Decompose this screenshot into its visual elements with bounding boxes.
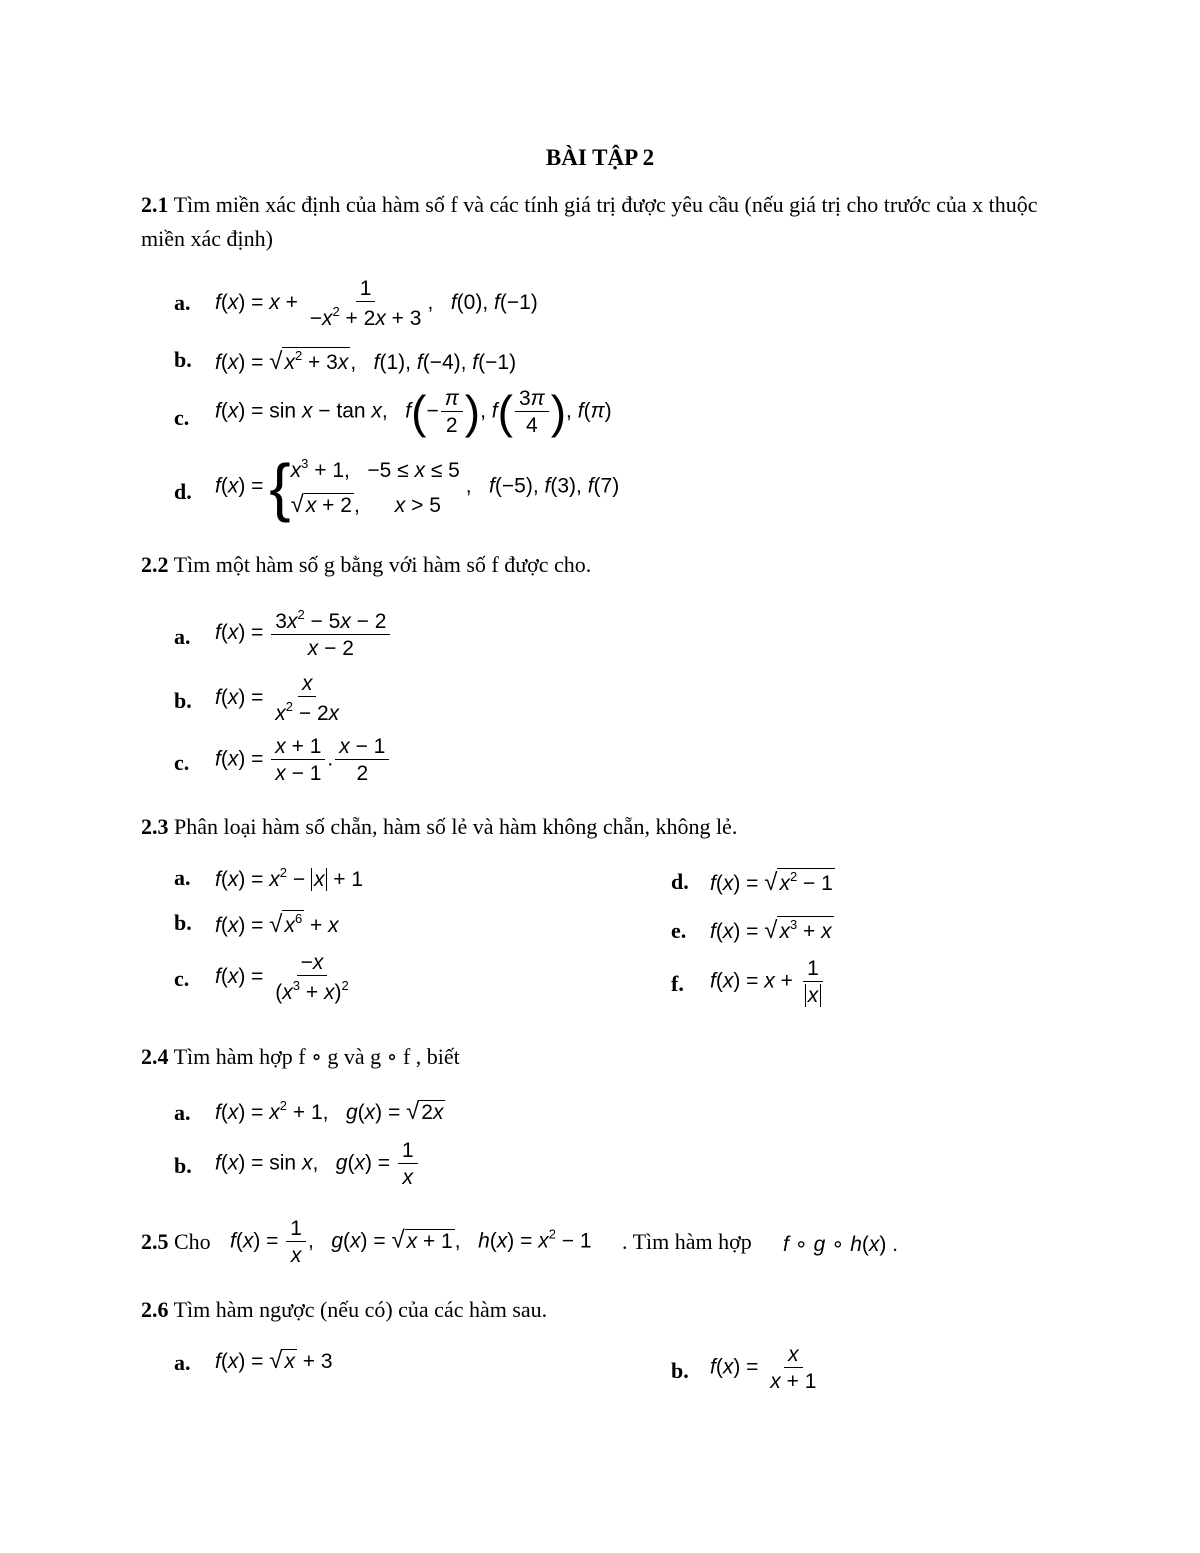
formula-2-6-a: f(x) = √x + 3 [215,1347,333,1374]
formula-2-3-e: $f(x) = √x^3 + x$ [710,917,832,944]
item-label-c: c. [174,750,190,775]
item-label-f: f. [671,971,684,996]
exercise-text: Phân loại hàm số chẵn, hàm số lẻ và hàm không chẵn, không lẻ. [174,814,738,839]
exercise-number: 2.2 [141,552,169,577]
exercise-text: Tìm hàm ngược (nếu có) của các hàm sau. [173,1297,548,1322]
exercise-number: 2.1 [141,192,169,217]
formula-2-2-c: f(x) = $\frac{x + 1}{x - 1}$ . $\frac{x - 1}{2}$ [215,736,391,784]
formula-2-4-b: f(x) = sin x, g(x) = $\frac{1}{x}$ [215,1140,420,1188]
exercise-2-6-heading [141,1293,547,1327]
formula-2-3-a: $f(x) = x^2 - x + 1$ [215,865,364,891]
exercise-number: 2.3 [141,814,169,839]
item-label-a: a. [174,1350,191,1375]
exercise-text: Cho [174,1229,211,1254]
item-label-b: b. [174,688,192,713]
item-label-a: a. [174,624,191,649]
exercise-text: Tìm miền xác định của hàm số f và các tính giá trị được yêu cầu (nếu giá trị cho trước của x thuộc miền xác định) [141,192,1038,251]
formula-2-5-composition: f ∘ g ∘ h(x) . [783,1233,899,1256]
item-label-b: b. [671,1358,689,1383]
exercise-2-4-heading [141,1040,460,1074]
formula-2-4-a: $f(x) = x^2 + 1$, g(x) = √2x [215,1098,444,1125]
formula-2-3-b: $f(x) = √x^6 + x$ [215,911,339,938]
exercise-number: 2.4 [141,1044,169,1069]
formula-2-1-c: f(x) = sin x − tan x, f(− $\frac{\pi}{2}$ ), f( $\frac{3\pi}{4}$ ), f(π) [215,386,612,438]
item-label-a: a. [174,290,191,315]
formula-2-2-b: f(x) = $\frac{x}{x^2 - 2x}$ [215,672,340,725]
item-label-c: c. [174,405,190,430]
exercise-number: 2.6 [141,1297,169,1322]
formula-2-3-c: f(x) = $\frac{-x}{(x^3 + x)^2}$ [215,951,349,1004]
formula-2-2-a: f(x) = $\frac{3x^2 - 5x - 2}{x - 2}$ [215,608,392,659]
page-title: BÀI TẬP 2 [545,145,655,170]
formula-2-5-functions: f(x) = $\frac{1}{x}$ , g(x) = √x + 1, $h(x) = x^2 - 1$ [230,1217,592,1267]
formula-2-1-a: f(x) = x + $\frac{1}{-x^2 + 2x + 3}$ , f(0), f(−1) [215,277,538,330]
exercise-number: 2.5 [141,1229,169,1254]
formula-2-6-b: f(x) = $\frac{x}{x + 1}$ [710,1343,817,1393]
item-label-b: b. [174,1153,192,1178]
exercise-2-5-tail [622,1225,752,1259]
item-label-a: a. [174,1100,191,1125]
exercise-text: . Tìm hàm hợp [622,1229,752,1254]
formula-2-3-f: f(x) = x + $\frac{1}{x}$ [710,958,827,1006]
item-label-c: c. [174,966,190,991]
formula-2-1-b: $f(x) = √x^2 + 3x$, f(1), f(−4), f(−1) [215,348,517,375]
item-label-e: e. [671,918,687,943]
exercise-text: Tìm một hàm số g bằng với hàm số f được cho. [173,552,592,577]
formula-2-3-d: $f(x) = √x^2 - 1$ [710,869,833,896]
item-label-d: d. [671,869,689,894]
item-label-b: b. [174,347,192,372]
formula-2-1-d: f(x) = { $x^3 + 1$, −5 ≤ x ≤ 5 √x + 2, x > 5 , f(−5), f(3), f(7) [215,451,620,523]
exercise-2-2-heading [141,548,591,582]
exercise-text: Tìm hàm hợp f ∘ g và g ∘ f , biết [173,1044,460,1069]
exercise-2-1-heading [141,188,1061,256]
item-label-b: b. [174,910,192,935]
item-label-d: d. [174,479,192,504]
item-label-a: a. [174,865,191,890]
exercise-2-3-heading [141,810,737,844]
